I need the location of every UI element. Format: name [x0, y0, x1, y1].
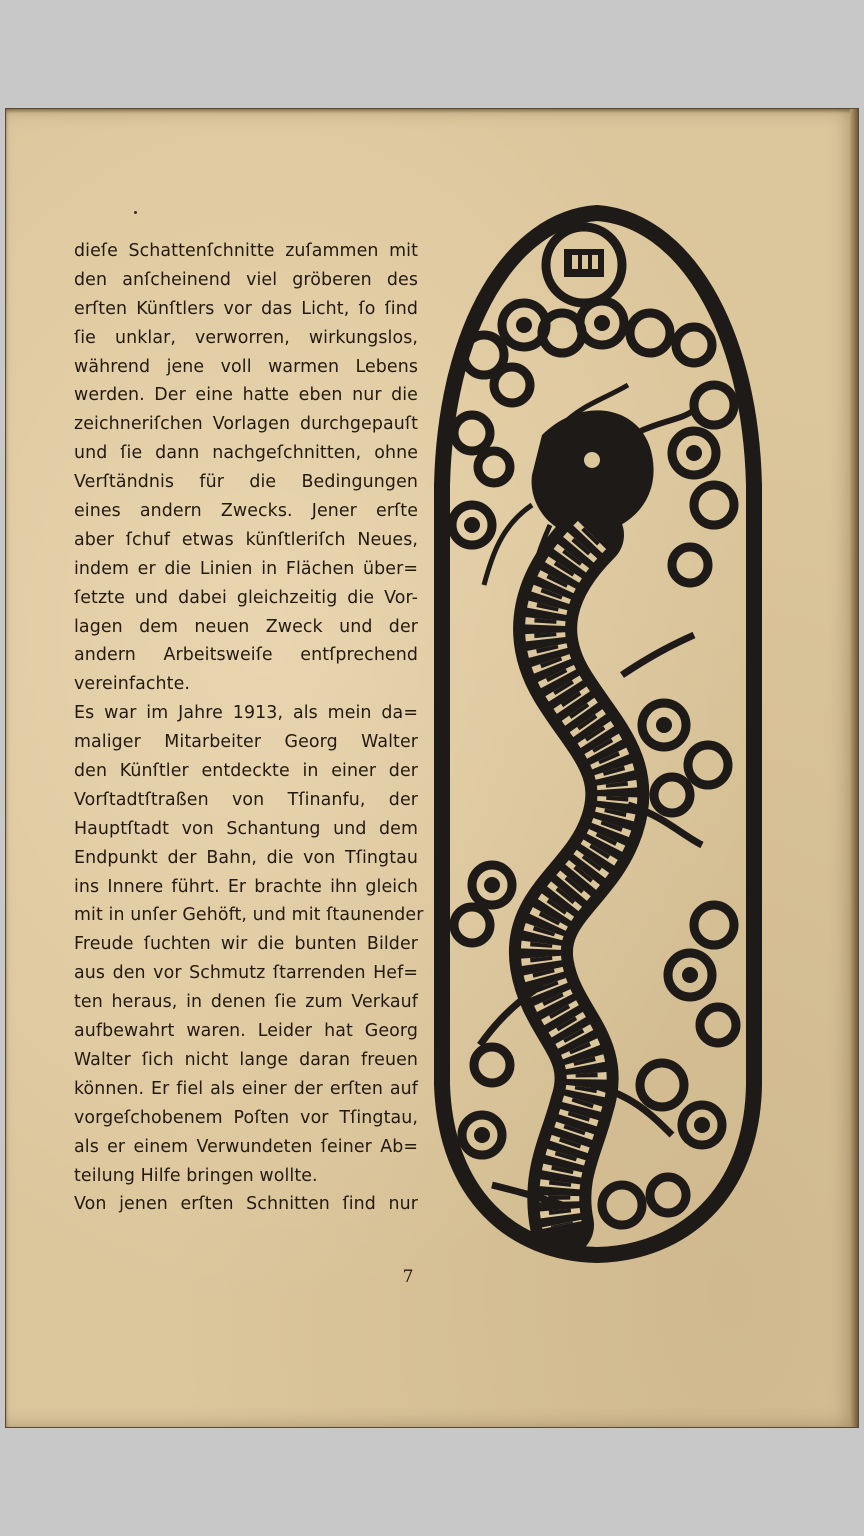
text-line: Freude ſuchten wir die bunten Bilder — [74, 934, 418, 955]
dragon-body — [541, 535, 617, 1225]
text-line: Endpunkt der Bahn, die von Tſingtau — [74, 847, 418, 868]
text-line: indem er die Linien in Flächen über= — [74, 558, 418, 579]
dragon-papercut-icon — [432, 205, 762, 1265]
body-text — [74, 237, 424, 1219]
text-line: vereinfachte. — [74, 674, 191, 695]
text-line: ten heraus, in denen ſie zum Verkauf — [74, 992, 418, 1013]
text-line: aus den vor Schmutz ſtarrenden Hef= — [74, 963, 418, 984]
text-line: den anſcheinend viel gröberen des — [74, 269, 418, 290]
text-line: Vorſtadtſtraßen von Tſinanfu, der — [74, 789, 418, 810]
text-line: als er einem Verwundeten ſeiner Ab= — [74, 1136, 418, 1157]
text-line: Walter ſich nicht lange daran freuen — [74, 1049, 418, 1070]
text-line: Hauptſtadt von Schantung und dem — [74, 818, 418, 839]
text-line: andern Arbeitsweiſe entſprechend — [74, 645, 418, 666]
text-line: mit in unſer Gehöft, und mit ſtaunender — [74, 905, 424, 926]
text-line: während jene voll warmen Lebens — [74, 356, 418, 377]
text-line: ſie unklar, verworren, wirkungslos, — [74, 327, 418, 348]
text-line: zeichneriſchen Vorlagen durchgepauſt — [74, 414, 418, 435]
paper-speck — [134, 211, 137, 214]
text-line: Es war im Jahre 1913, als mein da= — [74, 703, 418, 724]
text-line: vorgeſchobenem Poſten vor Tſingtau, — [74, 1107, 418, 1128]
page-number: 7 — [402, 1267, 414, 1287]
text-line: eines andern Zwecks. Jener erſte — [74, 501, 418, 522]
text-line: den Künſtler entdeckte in einer der — [74, 761, 418, 782]
medallion-icon — [546, 227, 622, 303]
text-line: Von jenen erſten Schnitten ſind nur — [74, 1194, 418, 1215]
text-line: dieſe Schattenſchnitte zuſammen mit — [74, 241, 418, 261]
text-line: aber ſchuf etwas künſtleriſch Neues, — [74, 529, 418, 550]
text-line: Verſtändnis für die Bedingungen — [74, 472, 418, 493]
text-line: ins Innere führt. Er brachte ihn gleich — [74, 876, 418, 897]
text-line: lagen dem neuen Zweck und der — [74, 616, 418, 637]
book-page — [6, 109, 858, 1427]
text-line: und ſie dann nachgeſchnitten, ohne — [74, 443, 418, 464]
text-line: erſten Künſtlers vor das Licht, ſo ſind — [74, 298, 418, 319]
text-line: werden. Der eine hatte eben nur die — [74, 385, 418, 406]
page-edge-shadow — [850, 109, 858, 1427]
text-line: ſetzte und dabei gleichzeitig die Vor- — [74, 587, 418, 608]
text-line: teilung Hilfe bringen wollte. — [74, 1165, 318, 1186]
text-line: können. Er fiel als einer der erſten auf — [74, 1078, 418, 1099]
text-line: aufbewahrt waren. Leider hat Georg — [74, 1021, 418, 1042]
text-line: maliger Mitarbeiter Georg Walter — [74, 732, 418, 753]
